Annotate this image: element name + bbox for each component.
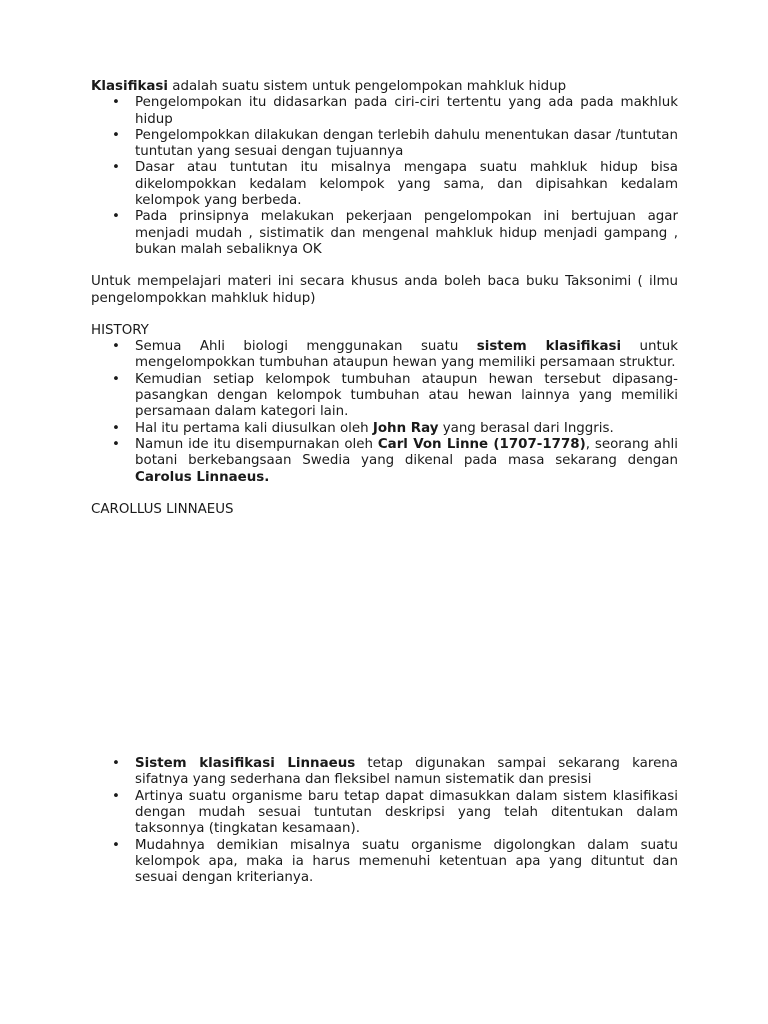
bold-run: sistem klasifikasi <box>476 339 622 355</box>
intro-term: Klasifikasi <box>91 79 168 94</box>
list-item: • Pengelompokkan dilakukan dengan terlebih dahulu menentukan dasar /tuntutan tuntutan yang sesuai dengan tujuannya <box>91 128 678 161</box>
list-item <box>91 437 678 486</box>
list-item: • Dasar atau tuntutan itu misalnya mengapa suatu mahkluk hidup bisa dikelompokkan kedalam kelompok yang sama, dan dipisahkan kedalam kelompok yang berbeda. <box>91 160 678 209</box>
image-placeholder <box>91 518 678 756</box>
study-note-paragraph: Untuk mempelajari materi ini secara khusus anda boleh baca buku Taksonimi ( ilmu pengelompokkan mahkluk hidup) <box>91 274 678 306</box>
list-item: • Kemudian setiap kelompok tumbuhan ataupun hewan tersebut dipasang-pasangkan dengan kelompok tumbuhan atau hewan lainnya yang memiliki persamaan dalam kategori lain. <box>91 372 678 421</box>
text-run: untuk mengelompokkan tumbuhan ataupun hewan yang memiliki persamaan struktur. <box>135 339 678 371</box>
list-item <box>91 339 678 372</box>
linnaeus-heading: CAROLLUS LINNAEUS <box>91 501 234 517</box>
text-run: , seorang ahli botani berkebangsaan Swedia yang dikenal pada masa sekarang dengan <box>135 436 678 469</box>
document-content <box>91 79 678 887</box>
text-run: yang berasal dari Inggris. <box>438 420 614 436</box>
spacer <box>91 307 678 323</box>
intro-definition: adalah suatu sistem untuk pengelompokan mahkluk hidup <box>168 79 567 94</box>
bold-run: Carl Von Linne (1707-1778) <box>377 436 586 452</box>
spacer <box>91 486 678 502</box>
list-item: • Artinya suatu organisme baru tetap dapat dimasukkan dalam sistem klasifikasi dengan mudah sesuai tuntutan deskripsi yang telah ditentukan dalam taksonnya (tingkatan kesamaan). <box>91 789 678 838</box>
text-run: tetap digunakan sampai sekarang karena sifatnya yang sederhana dan fleksibel namun sistematik dan presisi <box>135 756 679 788</box>
list-item: • Pengelompokan itu didasarkan pada ciri-ciri tertentu yang ada pada makhluk hidup <box>91 95 678 128</box>
list-item <box>91 421 678 437</box>
list-item <box>91 756 678 789</box>
text-run: Hal itu pertama kali diusulkan oleh <box>135 420 373 436</box>
list-item: • Pada prinsipnya melakukan pekerjaan pengelompokan ini bertujuan agar menjadi mudah , sistimatik dan mengenal mahkluk hidup menjadi gampang , bukan malah sebaliknya OK <box>91 209 678 258</box>
history-heading: HISTORY <box>91 322 149 338</box>
text-run: Semua Ahli biologi menggunakan suatu <box>135 339 477 355</box>
spacer <box>91 258 678 274</box>
bold-run: Sistem klasifikasi Linnaeus <box>135 756 356 772</box>
bold-run: John Ray <box>372 420 439 436</box>
intro-paragraph <box>91 79 678 95</box>
text-run: Namun ide itu disempurnakan oleh <box>135 436 378 452</box>
list-item: • Mudahnya demikian misalnya suatu organisme digolongkan dalam suatu kelompok apa, maka ia harus memenuhi ketentuan apa yang dituntut dan sesuai dengan kriterianya. <box>91 838 678 887</box>
bold-run: Carolus Linnaeus. <box>135 469 270 485</box>
history-bullet-list <box>91 339 678 486</box>
intro-bullet-list <box>91 95 678 258</box>
linnaeus-bullet-list <box>91 756 678 886</box>
